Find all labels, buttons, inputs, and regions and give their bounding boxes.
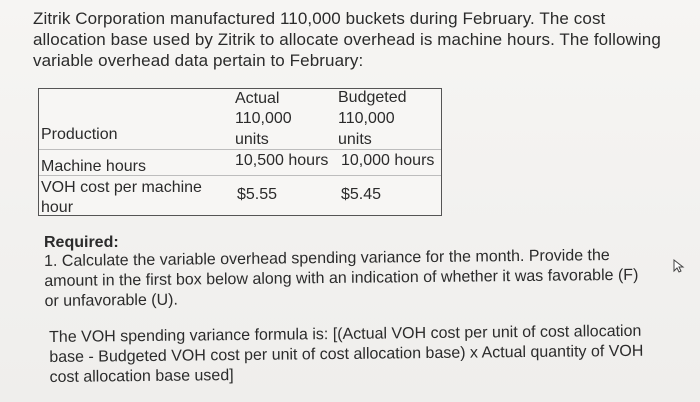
row-label-voh-cost: VOH cost per machine — [41, 179, 202, 196]
formula-text — [49, 322, 670, 388]
cell-machine-hours-actual: 10,500 hours — [235, 152, 329, 169]
question-line: 1. Calculate the variable overhead spending variance for the month. Provide the — [44, 247, 610, 270]
mouse-pointer-icon — [672, 258, 686, 274]
cell-machine-hours-budgeted: 10,000 hours — [341, 152, 435, 169]
row-divider — [39, 149, 441, 150]
row-label-machine-hours: Machine hours — [41, 158, 146, 175]
cell-production-actual-unit: units — [235, 131, 269, 148]
problem-intro — [33, 8, 673, 71]
row-label-voh-cost-cont: hour — [41, 199, 74, 216]
cell-production-actual: 110,000 — [235, 110, 292, 127]
required-heading: Required: — [44, 234, 119, 251]
cell-production-budgeted-unit: units — [338, 131, 372, 148]
question-line: or unfavorable (U). — [44, 291, 178, 310]
column-header-actual: Actual — [235, 90, 280, 107]
row-label-production: Production — [41, 126, 118, 143]
formula-line: base - Budgeted VOH cost per unit of cost allocation base) x Actual quantity of VOH — [49, 342, 644, 366]
intro-line: variable overhead data pertain to February: — [33, 51, 364, 70]
formula-line: cost allocation base used] — [49, 367, 234, 386]
cell-voh-cost-actual: $5.55 — [237, 186, 278, 203]
row-divider — [39, 175, 441, 176]
cell-voh-cost-budgeted: $5.45 — [341, 186, 382, 203]
formula-line: The VOH spending variance formula is: [(Actual VOH cost per unit of cost allocation — [49, 322, 642, 346]
variable-overhead-table — [38, 88, 442, 216]
question-line: amount in the first box below along with an indication of whether it was favorable (F) — [44, 266, 639, 290]
intro-line: allocation base used by Zitrik to allocate overhead is machine hours. The following — [33, 30, 661, 49]
cell-production-budgeted: 110,000 — [338, 110, 395, 127]
intro-line: Zitrik Corporation manufactured 110,000 buckets during February. The cost — [33, 9, 606, 28]
question-1 — [44, 245, 675, 312]
column-header-budgeted: Budgeted — [338, 89, 407, 106]
